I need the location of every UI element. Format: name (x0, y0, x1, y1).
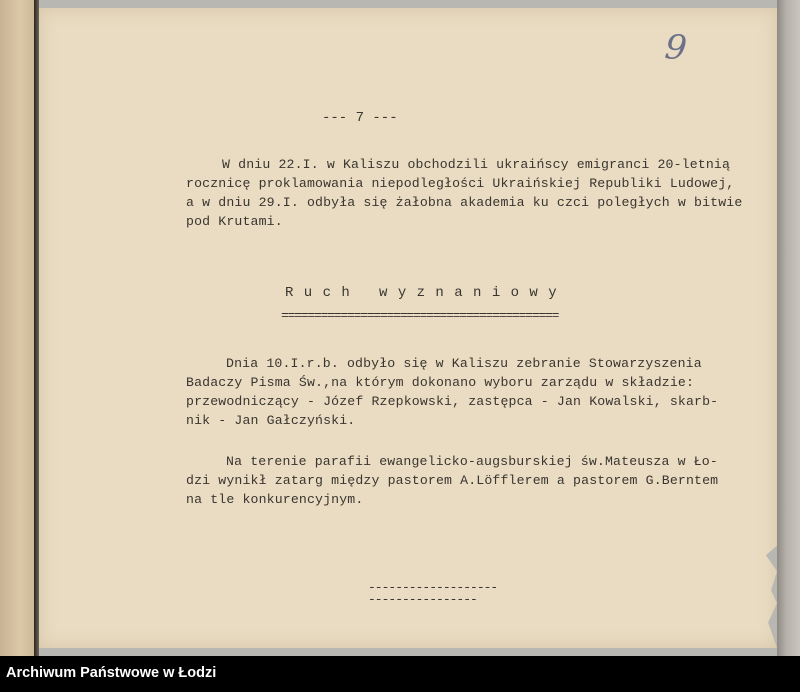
closing-rule-line: ---------------- (368, 592, 477, 607)
archive-name: Archiwum Państwowe w Łodzi (6, 665, 217, 681)
right-margin-background (777, 0, 800, 656)
archive-footer-bar (0, 656, 800, 692)
closing-rule (368, 582, 497, 606)
typed-page-number: --- 7 --- (322, 110, 398, 126)
closing-rule-line: ------------------- (368, 580, 498, 595)
paragraph-line: Badaczy Pisma Św.,na którym dokonano wyboru zarządu w składzie: (186, 375, 695, 390)
paragraph-line: rocznicę proklamowania niepodległości Ukraińskiej Republiki Ludowej, (186, 176, 735, 191)
binding-shadow (34, 0, 39, 656)
handwritten-page-number: 9 (662, 26, 689, 70)
paragraph-line: Na terenie parafii ewangelicko-augsburskiej św.Mateusza w Ło- (226, 454, 718, 469)
paragraph-line: W dniu 22.I. w Kaliszu obchodzili ukraińscy emigranci 20-letnią (222, 157, 731, 172)
paragraph-line: przewodniczący - Józef Rzepkowski, zastępca - Jan Kowalski, skarb- (186, 394, 719, 409)
paragraph-line: na tle konkurencyjnym. (186, 492, 364, 507)
paragraph-line: dzi wynikł zatarg między pastorem A.Löfflerem a pastorem G.Berntem (186, 473, 719, 488)
section-heading: R u c h w y z n a n i o w y (285, 285, 558, 301)
heading-underline: ========================================== (281, 308, 559, 323)
document-page (39, 8, 777, 648)
paragraph-line: Dnia 10.I.r.b. odbyło się w Kaliszu zebranie Stowarzyszenia (226, 356, 702, 371)
adjacent-page-edge (0, 0, 34, 656)
paragraph-line: nik - Jan Gałczyński. (186, 413, 356, 428)
paragraph-line: a w dniu 29.I. odbyła się żałobna akademia ku czci poległych w bitwie (186, 195, 743, 210)
paragraph-line: pod Krutami. (186, 214, 283, 229)
